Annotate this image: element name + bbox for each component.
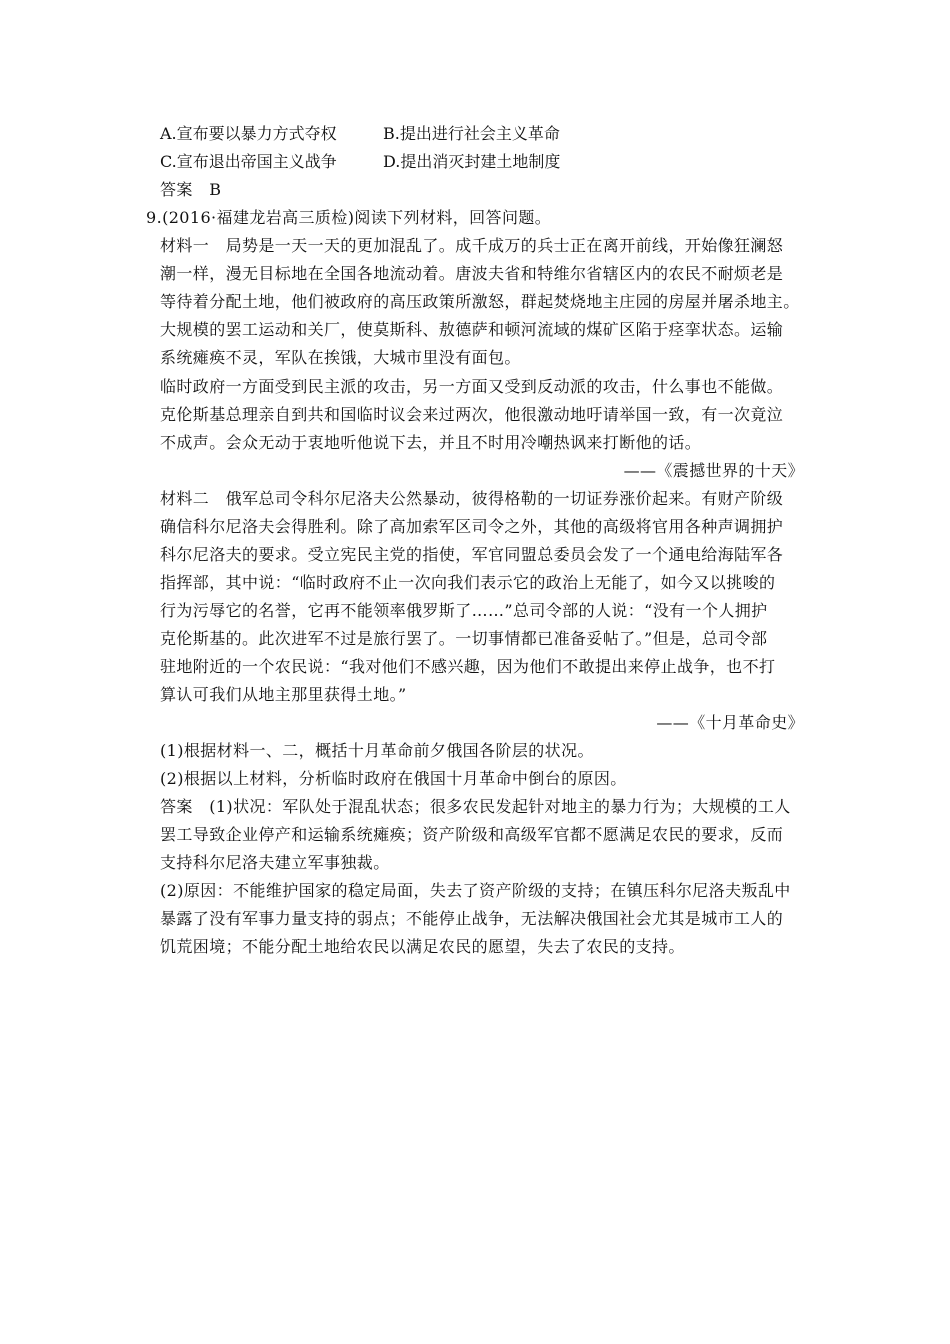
material-line: 等待着分配土地，他们被政府的高压政策所激怒，群起焚烧地主庄园的房屋并屠杀地主。 [160,292,800,311]
answer-line: (2)原因：不能维护国家的稳定局面，失去了资产阶级的支持；在镇压科尔尼洛夫叛乱中 [160,881,791,900]
option-d: D.提出消灭封建土地制度 [383,152,561,171]
answer-line: 答案 (1)状况：军队处于混乱状态；很多农民发起针对地主的暴力行为；大规模的工人 [160,797,791,816]
option-a: A.宣布要以暴力方式夺权 [160,124,337,143]
material-line: 系统瘫痪不灵，军队在挨饿，大城市里没有面包。 [160,348,521,367]
answer-line: 饥荒困境；不能分配土地给农民以满足农民的愿望，失去了农民的支持。 [160,937,685,956]
option-b: B.提出进行社会主义革命 [383,124,560,143]
material-line: 克伦斯基的。此次进军不过是旅行罢了。一切事情都已准备妥帖了。”但是，总司令部 [160,629,768,648]
material-line: 不成声。会众无动于衷地听他说下去，并且不时用冷嘲热讽来打断他的话。 [160,433,702,452]
material-line: 确信科尔尼洛夫会得胜利。除了高加索军区司令之外，其他的高级将官用各种声调拥护 [160,517,784,536]
answer-line: 罢工导致企业停产和运输系统瘫痪；资产阶级和高级军官都不愿满足农民的要求，反而 [160,825,784,844]
material-line: 指挥部，其中说：“临时政府不止一次向我们表示它的政治上无能了，如今又以挑唆的 [160,573,776,592]
material-source: ——《十月革命史》 [656,713,804,732]
material-line: 材料一 局势是一天一天的更加混乱了。成千成万的兵士正在离开前线，开始像狂澜怒 [160,236,784,255]
question-title: 9.(2016·福建龙岩高三质检)阅读下列材料，回答问题。 [146,208,552,227]
material-line: 大规模的罢工运动和关厂，使莫斯科、敖德萨和顿河流域的煤矿区陷于痉挛状态。运输 [160,320,784,339]
sub-question-2: (2)根据以上材料，分析临时政府在俄国十月革命中倒台的原因。 [160,769,627,788]
material-line: 克伦斯基总理亲自到共和国临时议会来过两次，他很激动地吁请举国一致，有一次竟泣 [160,405,784,424]
sub-question-1: (1)根据材料一、二，概括十月革命前夕俄国各阶层的状况。 [160,741,594,760]
option-c: C.宣布退出帝国主义战争 [160,152,337,171]
material-source: ——《震撼世界的十天》 [623,461,804,480]
material-line: 临时政府一方面受到民主派的攻击，另一方面又受到反动派的攻击，什么事也不能做。 [160,377,784,396]
previous-answer: 答案 B [160,180,222,199]
answer-line: 暴露了没有军事力量支持的弱点；不能停止战争，无法解决俄国社会尤其是城市工人的 [160,909,784,928]
answer-line: 支持科尔尼洛夫建立军事独裁。 [160,853,390,872]
material-line: 行为污辱它的名誉，它再不能领率俄罗斯了……”总司令部的人说：“没有一个人拥护 [160,601,768,620]
material-line: 潮一样，漫无目标地在全国各地流动着。唐波夫省和特维尔省辖区内的农民不耐烦老是 [160,264,784,283]
material-line: 算认可我们从地主那里获得土地。” [160,685,407,704]
material-line: 驻地附近的一个农民说：“我对他们不感兴趣，因为他们不敢提出来停止战争，也不打 [160,657,776,676]
material-line: 科尔尼洛夫的要求。受立宪民主党的指使，军官同盟总委员会发了一个通电给海陆军各 [160,545,784,564]
material-line: 材料二 俄军总司令科尔尼洛夫公然暴动，彼得格勒的一切证券涨价起来。有财产阶级 [160,489,784,508]
